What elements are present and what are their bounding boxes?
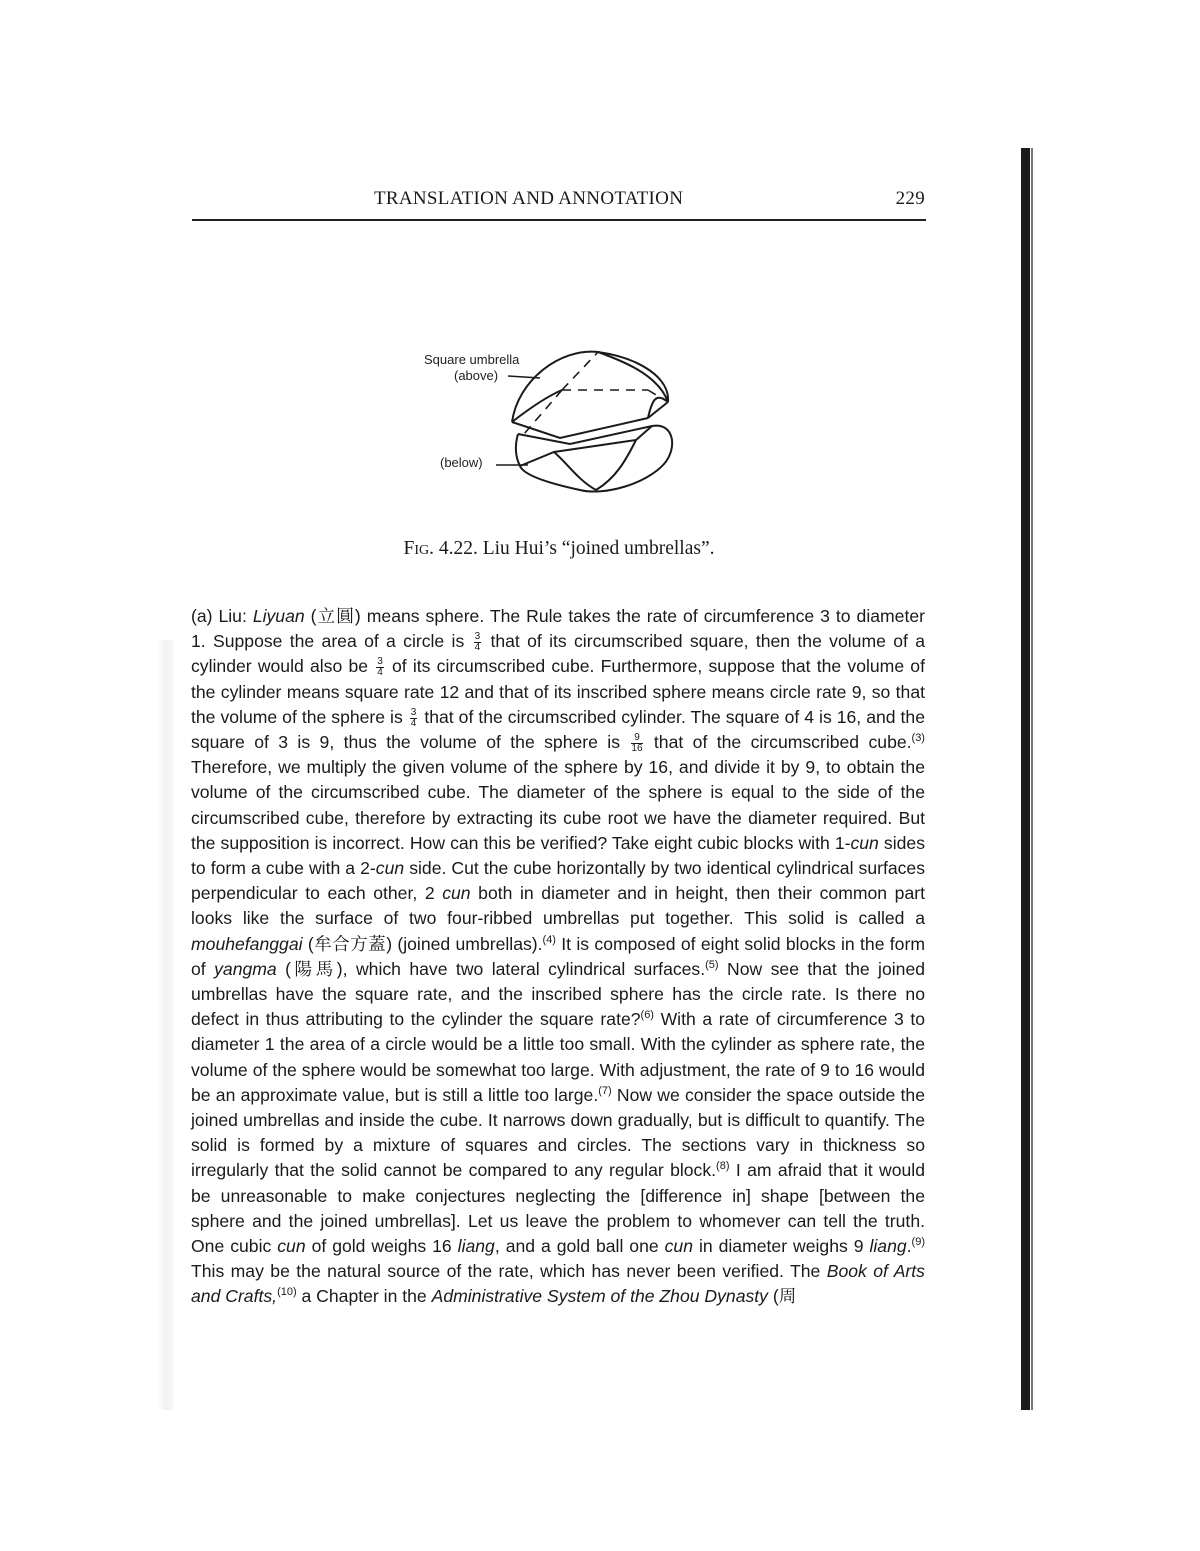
text-run: I am afraid that it would be unreasonable to make conjectures neglecting the [difference in] shape [between the sphere and the joined umbrellas]. Let us leave the problem to whomever can tell the truth. One cubic: [191, 1160, 925, 1257]
cjk-liyuan: (立圓): [304, 606, 367, 626]
footnote-ref-5[interactable]: (5): [705, 958, 719, 971]
text-run: means sphere. The Rule takes the rate of circumference 3 to diameter 1. Suppose the area of a circle is: [191, 606, 925, 652]
fraction-three-quarters: [474, 632, 482, 653]
text-run: of gold weighs 16: [305, 1236, 458, 1257]
footnote-ref-7[interactable]: (7): [598, 1085, 612, 1097]
text-run: that of the circumscribed cube.: [644, 732, 912, 753]
text-run: in diameter weighs 9: [693, 1236, 870, 1257]
joined-umbrellas-figure: [420, 330, 720, 510]
term-cun: cun: [664, 1236, 693, 1257]
running-title: TRANSLATION AND ANNOTATION: [374, 188, 684, 209]
figure-label-above: (above): [454, 368, 499, 383]
scan-edge-line: [1031, 148, 1033, 1410]
text-run: , which have two lateral cylindrical surfaces.: [342, 958, 706, 979]
fraction-numerator: 3: [377, 656, 383, 668]
fraction-nine-sixteenths: [631, 733, 642, 754]
caption-prefix: Fig.: [403, 538, 434, 559]
running-header: [192, 186, 925, 218]
footnote-ref-3[interactable]: (3): [911, 732, 925, 745]
cjk-zhou: (周: [767, 1286, 797, 1307]
text-run: Now we consider the space outside the joined umbrellas and inside the cube. It narrows down gradually, but is difficult to quantify. The solid is formed by a mixture of squares and circles. The sections vary in thickness so irregularly that the solid cannot be compared to any regular block.: [191, 1084, 925, 1181]
figure-label-below: (below): [440, 455, 483, 470]
header-rule: [192, 219, 926, 221]
fraction-numerator: 3: [474, 631, 481, 643]
text-run: Now see that the joined umbrellas have the square rate, and the inscribed sphere has the circle rate. Is there no defect in thus attributing to the cylinder the square rate?: [191, 958, 926, 1030]
footnote-ref-6[interactable]: (6): [640, 1009, 654, 1022]
footnote-ref-10[interactable]: (10): [277, 1286, 297, 1299]
text-run: Therefore, we multiply the given volume of the sphere by 16, and divide it by 9, to obtain the volume of the circumscribed cube. The diameter of the sphere is equal to the side of the circumscribed cube, therefore by extracting its cube root we have the diameter required. But the supposition is incorrect. How can this be verified? Take eight cubic blocks with 1-: [191, 757, 925, 853]
title-book-of-arts-and-crafts: Book of Arts and Crafts,: [191, 1261, 925, 1307]
fraction-denominator: 4: [474, 642, 481, 654]
text-run: This may be the natural source of the rate, which has never been verified. The: [191, 1261, 827, 1282]
text-run: (joined umbrellas).: [397, 933, 543, 954]
figure-caption: [192, 538, 926, 560]
cjk-mouhefanggai: (牟合方蓋): [302, 933, 398, 954]
footnote-ref-8[interactable]: (8): [716, 1160, 730, 1173]
fraction-denominator: 4: [410, 717, 417, 729]
text-run: that of its circumscribed square, then the volume of a cylinder would also be: [191, 631, 925, 677]
cjk-yangma: (陽馬): [276, 958, 343, 979]
text-run: both in diameter and in height, then their common part looks like the surface of two four-ribbed umbrellas put together. This solid is called a: [191, 883, 925, 929]
fraction-denominator: 16: [631, 742, 643, 754]
text-run: a Chapter in the: [296, 1286, 432, 1307]
scan-edge-bar: [1021, 148, 1030, 1410]
text-run: , and a gold ball one: [494, 1236, 665, 1257]
term-liyuan: Liyuan: [252, 606, 305, 626]
page-number: 229: [895, 188, 925, 209]
paragraph-a: [191, 604, 925, 1310]
text-run: that of the circumscribed cylinder. The square of 4 is 16, and the square of 3 is 9, thus the volume of the sphere is: [191, 706, 925, 753]
caption-text: 4.22. Liu Hui’s “joined umbrellas”.: [433, 538, 715, 559]
term-cun: cun: [375, 858, 405, 879]
term-cun: cun: [277, 1236, 306, 1257]
term-cun: cun: [442, 883, 471, 904]
fraction-numerator: 3: [410, 706, 417, 718]
text-run: It is composed of eight solid blocks in the form of: [191, 933, 925, 979]
text-run: .: [906, 1236, 912, 1257]
term-liang: liang: [869, 1236, 907, 1257]
scan-shadow: [158, 640, 174, 1410]
term-liang: liang: [457, 1236, 495, 1257]
text-run: With a rate of circumference 3 to diameter 1 the area of a circle would be a little too small. With the cylinder as sphere rate, the volume of the sphere would be somewhat too large. With adjustment, the rate of 9 to 16 would be an approximate value, but is still a little too large.: [191, 1009, 925, 1105]
text-run: sides to form a cube with a 2-: [191, 832, 925, 879]
term-mouhefanggai: mouhefanggai: [191, 933, 303, 954]
footnote-ref-9[interactable]: (9): [911, 1236, 925, 1249]
fraction-numerator: 9: [631, 733, 642, 744]
fraction-three-quarters: [376, 657, 384, 678]
term-cun: cun: [850, 832, 879, 853]
footnote-ref-4[interactable]: (4): [542, 933, 556, 946]
text-run: of its circumscribed cube. Furthermore, suppose that the volume of the cylinder means square rate 12 and that of its inscribed sphere means circle rate 9, so that the volume of the sphere is: [191, 656, 925, 727]
body-text: [191, 604, 925, 1310]
fraction-denominator: 4: [377, 667, 383, 679]
fraction-three-quarters: [410, 708, 418, 729]
term-yangma: yangma: [214, 958, 277, 979]
figure-label-square-umbrella: Square umbrella: [424, 352, 520, 367]
text-run: (a) Liu:: [191, 606, 253, 626]
title-administrative-system: Administrative System of the Zhou Dynasty: [431, 1286, 768, 1307]
text-run: side. Cut the cube horizontally by two identical cylindrical surfaces perpendicular to each other, 2: [191, 858, 926, 904]
